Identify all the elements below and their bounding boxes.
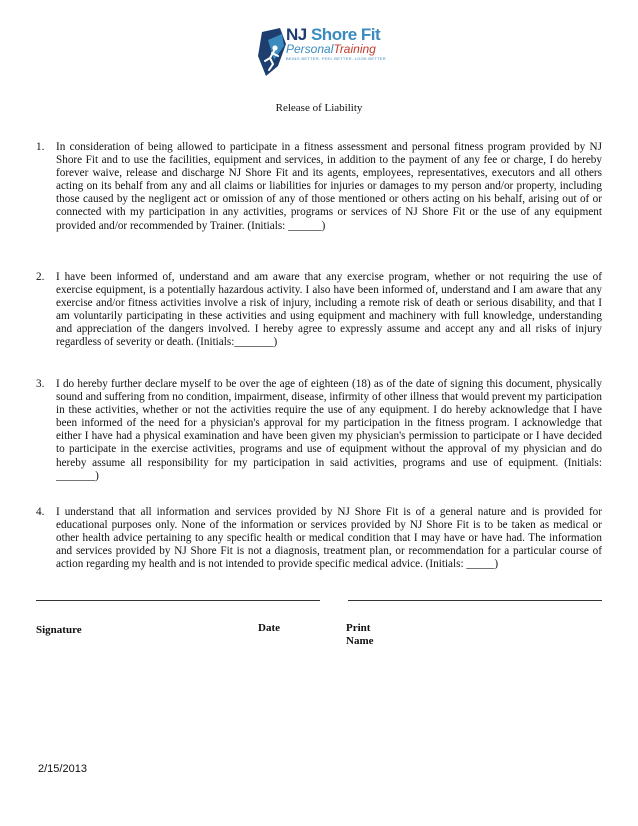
clause-3 <box>36 378 602 483</box>
clause-number: 4. <box>36 506 45 518</box>
print-name-label: Print Name <box>346 622 374 647</box>
clause-text: I do hereby further declare myself to be over the age of eighteen (18) as of the date of signing this document, physically sound and suffering from no condition, impairment, disease, infirmity of other illness that would prevent my participation in these activities, whether or not the activities require the use of any equipment. I do hereby acknowledge that I have been informed of the need for a physician's approval for my participation in the fitness program. I acknowledge that either I have had a physical examination and have been given my physician's permission to participate or I have decided to participate in the exercise activities, programs and use of equipment without the approval of my physician and do hereby assume all responsibility for my participation in said activities, programs and use of equipment. (Initials: _______) <box>56 378 602 482</box>
date-label: Date <box>258 622 280 634</box>
company-logo <box>256 26 392 82</box>
clause-text: In consideration of being allowed to participate in a fitness assessment and personal fitness program provided by NJ Shore Fit and to use the facilities, equipment and services, in addition to the payment of any fee or charge, I do hereby forever waive, release and discharge NJ Shore Fit and its agents, employees, representatives, executors and all others acting on its behalf from any and all claims or liabilities for injuries or damages to my person and/or property, including those caused by the negligent act or omission of any of those mentioned or others acting on his behalf, arising out of or connected with my participation in any activities, programs or services of NJ Shore Fit or the use of any equipment provided and/or recommended by Trainer. (Initials: ______) <box>56 141 602 232</box>
signature-label: Signature <box>36 624 82 636</box>
signature-line[interactable] <box>36 600 320 601</box>
clause-text: I have been informed of, understand and am aware that any exercise program, whether or not requiring the use of exercise equipment, is a potentially hazardous activity. I also have been informed of, understand and I am aware that any exercise and/or fitness activities involve a risk of injury, including a remote risk of death or serious disability, and that I am voluntarily participating in these activities and using equipment and machinery with full knowledge, understanding and appreciation of the dangers involved. I hereby agree to expressly assume and accept any and all risks of injury regardless of severity or death. (Initials:_______) <box>56 271 602 349</box>
clause-4 <box>36 506 602 571</box>
print-name-line[interactable] <box>348 600 602 601</box>
runner-logo-icon <box>256 26 290 82</box>
clause-number: 2. <box>36 271 45 283</box>
logo-tagline: BEING BETTER, FEEL BETTER, LOOK BETTER <box>286 56 386 61</box>
footer-date: 2/15/2013 <box>38 763 87 775</box>
clause-number: 3. <box>36 378 45 390</box>
logo-line-2: PersonalTraining <box>286 42 376 56</box>
logo-line-1: NJ Shore Fit <box>286 25 381 44</box>
document-title: Release of Liability <box>275 102 363 114</box>
clause-number: 1. <box>36 141 45 153</box>
clause-2 <box>36 271 602 350</box>
clause-1 <box>36 141 602 233</box>
clause-text: I understand that all information and services provided by NJ Shore Fit is of a general nature and is provided for educational purposes only. None of the information or services provided by NJ Shore Fit is to be taken as medical or other health advice pertaining to any specific health or medical condition that I may have or have had. The information and services provided by NJ Shore Fit is not a diagnosis, treatment plan, or recommendation for a particular course of action regarding my health and is not intended to provide specific medical advice. (Initials: _____) <box>56 506 602 571</box>
